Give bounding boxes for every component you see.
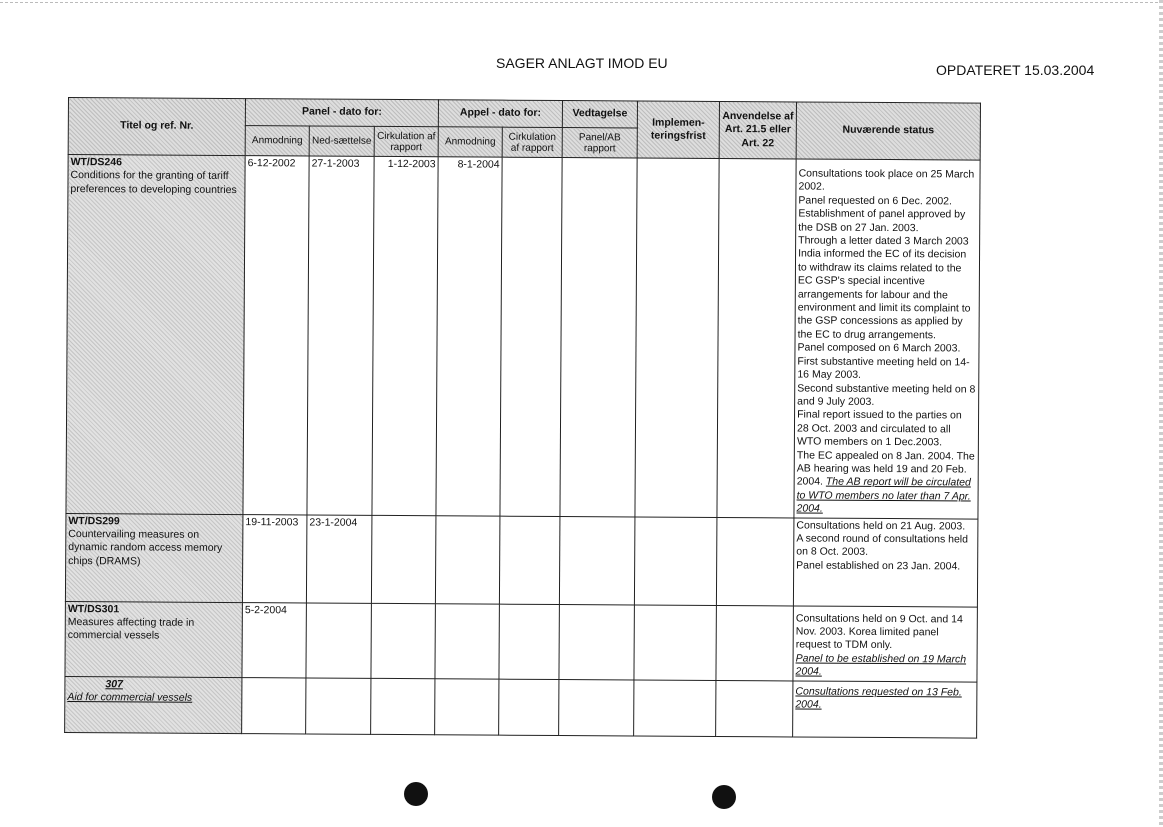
- header-panel-group: Panel - dato for:: [245, 99, 438, 127]
- document-title: SAGER ANLAGT IMOD EU: [496, 55, 668, 71]
- panel-established-date: 27-1-2003: [307, 156, 374, 515]
- art215-cell: [716, 605, 793, 681]
- status-line: Consultations took place on 25 March 2002.: [798, 167, 975, 194]
- status-line: Panel composed on 6 March 2003.: [797, 341, 961, 355]
- status-cell: [794, 159, 980, 519]
- status-line: Final report issued to the parties on 28 Oct. 2003 and circulated to all WTO members on 1 Dec.2003.: [796, 408, 962, 449]
- art215-cell: [717, 158, 796, 517]
- status-line: Establishment of panel approved by the DSB on 27 Jan. 2003.: [798, 207, 966, 234]
- table-row: [65, 601, 977, 682]
- header-appeal-circulation: Cirkulation af rapport: [502, 127, 562, 157]
- case-number: WT/DS299: [68, 514, 120, 527]
- adoption-date: [559, 516, 635, 604]
- case-number: WT/DS246: [70, 156, 122, 169]
- case-title: Countervailing measures on dynamic random access memory chips (DRAMS): [68, 527, 223, 568]
- status-line: Panel established on 23 Jan. 2004.: [796, 559, 961, 573]
- status-line: First substantive meeting held on 14-16 May 2003.: [797, 355, 970, 381]
- scan-right-edge: [1159, 0, 1163, 827]
- header-panel-request: Anmodning: [245, 126, 309, 156]
- table-row: [65, 676, 977, 738]
- appeal-request-date: [435, 515, 500, 603]
- art215-cell: [716, 680, 793, 736]
- panel-circulation-date: [371, 603, 435, 678]
- table-row: [65, 513, 978, 607]
- header-appeal-group: Appel - dato for:: [438, 100, 562, 128]
- binder-hole-left: [404, 782, 428, 806]
- panel-established-date: [306, 603, 371, 678]
- adoption-date: [560, 158, 637, 517]
- art215-cell: [716, 517, 794, 605]
- case-title: Conditions for the granting of tariff preferences to developing countries: [70, 169, 237, 196]
- panel-circulation-date: [371, 678, 435, 734]
- header-panel-circulation: Cirkulation af rapport: [374, 126, 438, 156]
- implementation-date: [634, 680, 716, 736]
- header-status: Nuværende status: [796, 102, 980, 160]
- panel-request-date: 19-11-2003: [242, 514, 307, 602]
- status-line: Consultations held on 21 Aug. 2003.: [796, 519, 966, 533]
- case-number: WT/DS301: [67, 602, 120, 615]
- appeal-circulation-date: [499, 679, 559, 735]
- header-implementation: Implemen-teringsfrist: [637, 101, 719, 158]
- appeal-circulation-date: [499, 604, 559, 679]
- status-cell: [793, 518, 978, 607]
- table-row: [66, 155, 980, 519]
- implementation-date: [635, 158, 719, 517]
- updated-date: OPDATERET 15.03.2004: [936, 62, 1095, 78]
- binder-hole-right: [712, 785, 736, 809]
- panel-established-date: [306, 678, 371, 734]
- case-title-cell: [65, 513, 243, 602]
- implementation-date: [634, 605, 716, 681]
- adoption-date: [559, 679, 634, 735]
- status-line: Panel requested on 6 Dec. 2002.: [798, 194, 952, 208]
- appeal-request-date: [435, 678, 499, 734]
- case-title: Aid for commercial vessels: [67, 691, 193, 704]
- appeal-circulation-date: [500, 157, 562, 516]
- adoption-date: [559, 604, 634, 679]
- panel-established-date: 23-1-2004: [306, 515, 372, 603]
- case-title-cell: [66, 155, 245, 515]
- panel-request-date: [242, 677, 306, 733]
- panel-circulation-date: [371, 515, 436, 603]
- header-title-ref: Titel og ref. Nr.: [68, 98, 245, 156]
- status-line: Through a letter dated 3 March 2003 India informed the EC of its decision to withdraw its claims related to the EC GSP's special incentive arrangements for labour and the environment and limit its complaint to the GSP concessions as applied by the EC to drug arrangements.: [797, 234, 971, 342]
- header-appeal-request: Anmodning: [438, 127, 502, 157]
- header-adoption-panel-ab: Panel/AB rapport: [562, 128, 637, 158]
- status-underlined: Consultations requested on 13 Feb. 2004.: [795, 685, 962, 711]
- case-title: Measures affecting trade in commercial vessels: [67, 615, 195, 642]
- status-line: The EC appealed on 8 Jan. 2004. The AB hearing was held 19 and 20 Feb. 2004.: [796, 448, 975, 488]
- case-number: 307: [105, 677, 123, 690]
- status-cell: [793, 606, 977, 682]
- header-panel-established: Ned-sættelse: [309, 126, 374, 156]
- case-title-cell: [65, 601, 242, 677]
- cases-table: [64, 97, 981, 738]
- appeal-circulation-date: [499, 516, 560, 604]
- appeal-request-date: [435, 603, 499, 678]
- status-line: Consultations held on 9 Oct. and 14 Nov. 2003. Korea limited panel request to TDM only.: [795, 612, 963, 652]
- panel-request-date: 6-12-2002: [243, 156, 309, 515]
- status-line: Second substantive meeting held on 8 and 9 July 2003.: [797, 381, 976, 408]
- case-title-cell: [65, 676, 242, 733]
- status-line: A second round of consultations held on 8 Oct. 2003.: [796, 532, 969, 559]
- appeal-request-date: 8-1-2004: [436, 157, 502, 516]
- panel-circulation-date: 1-12-2003: [372, 156, 438, 515]
- implementation-date: [634, 517, 717, 605]
- status-underlined: Panel to be established on 19 March 2004.: [795, 652, 967, 678]
- panel-request-date: 5-2-2004: [242, 602, 306, 677]
- header-art215: Anvendelse af Art. 21.5 eller Art. 22: [719, 101, 796, 158]
- status-underlined: The AB report will be circulated to WTO members no later than 7 Apr. 2004.: [796, 475, 971, 515]
- header-adoption-group: Vedtagelse: [562, 101, 637, 128]
- status-cell: [793, 681, 977, 738]
- scan-top-edge: [0, 2, 1163, 3]
